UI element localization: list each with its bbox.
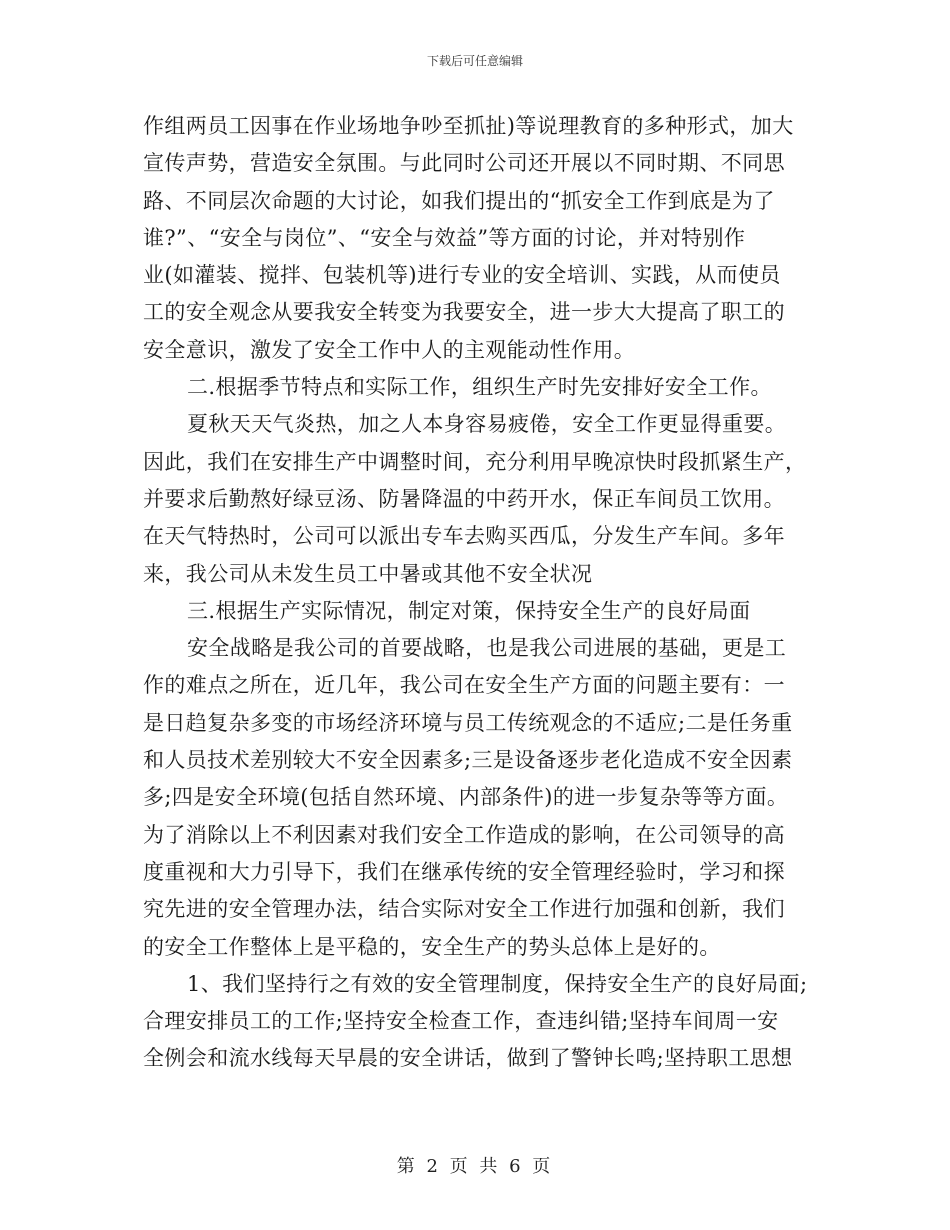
text-line: 安全意识，激发了安全工作中人的主观能动性作用。 <box>143 337 636 362</box>
text-line: 夏秋天天气炎热，加之人本身容易疲倦，安全工作更显得重要。 <box>187 412 787 437</box>
text-line: 作的难点之所在，近几年，我公司在安全生产方面的问题主要有：一 <box>143 673 785 698</box>
header-note: 下载后可任意编辑 <box>426 54 523 68</box>
page-footer: 第 2 页 共 6 页 <box>396 1156 554 1177</box>
text-line: 在天气特热时，公司可以派出专车去购买西瓜，分发生产车间。多年 <box>143 524 785 549</box>
text-line: 1、我们坚持行之有效的安全管理制度，保持安全生产的良好局面; <box>187 971 808 996</box>
text-line: 的安全工作整体上是平稳的，安全生产的势头总体上是好的。 <box>143 934 721 959</box>
text-line: 为了消除以上不利因素对我们安全工作造成的影响，在公司领导的高 <box>143 822 785 847</box>
text-line: 业(如灌装、搅拌、包装机等)进行专业的安全培训、实践，从而使员 <box>143 263 781 288</box>
text-line: 谁?”、“安全与岗位”、“安全与效益”等方面的讨论，并对特别作 <box>143 225 746 250</box>
text-line: 并要求后勤熬好绿豆汤、防暑降温的中药开水，保正车间员工饮用。 <box>143 486 785 511</box>
text-line: 来，我公司从未发生员工中暑或其他不安全状况 <box>143 561 593 586</box>
text-line: 安全战略是我公司的首要战略，也是我公司进展的基础，更是工 <box>187 636 787 661</box>
text-line: 是日趋复杂多变的市场经济环境与员工传统观念的不适应;二是任务重 <box>143 710 793 735</box>
text-line: 全例会和流水线每天早晨的安全讲话，做到了警钟长鸣;坚持职工思想 <box>143 1046 793 1071</box>
text-line: 工的安全观念从要我安全转变为我要安全，进一步大大提高了职工的 <box>143 300 785 325</box>
text-line: 度重视和大力引导下，我们在继承传统的安全管理经验时，学习和探 <box>143 859 785 884</box>
text-line: 路、不同层次命题的大讨论，如我们提出的“抓安全工作到底是为了 <box>143 188 775 213</box>
body-text <box>143 108 813 1078</box>
text-line: 和人员技术差别较大不安全因素多;三是设备逐步老化造成不安全因素 <box>143 748 793 773</box>
text-line: 多;四是安全环境(包括自然环境、内部条件)的进一步复杂等等方面。 <box>143 785 789 810</box>
text-line: 合理安排员工的工作;坚持安全检查工作，查违纠错;坚持车间周一安 <box>143 1009 779 1034</box>
text-line: 二.根据季节特点和实际工作，组织生产时先安排好安全工作。 <box>187 375 772 400</box>
text-line: 因此，我们在安排生产中调整时间，充分利用早晚凉快时段抓紧生产， <box>143 449 807 474</box>
text-line: 三.根据生产实际情况，制定对策，保持安全生产的良好局面 <box>187 598 751 623</box>
text-line: 宣传声势，营造安全氛围。与此同时公司还开展以不同时期、不同思 <box>143 151 785 176</box>
text-line: 作组两员工因事在作业场地争吵至抓扯)等说理教育的多种形式，加大 <box>143 114 794 138</box>
text-line: 究先进的安全管理办法，结合实际对安全工作进行加强和创新，我们 <box>143 897 785 922</box>
